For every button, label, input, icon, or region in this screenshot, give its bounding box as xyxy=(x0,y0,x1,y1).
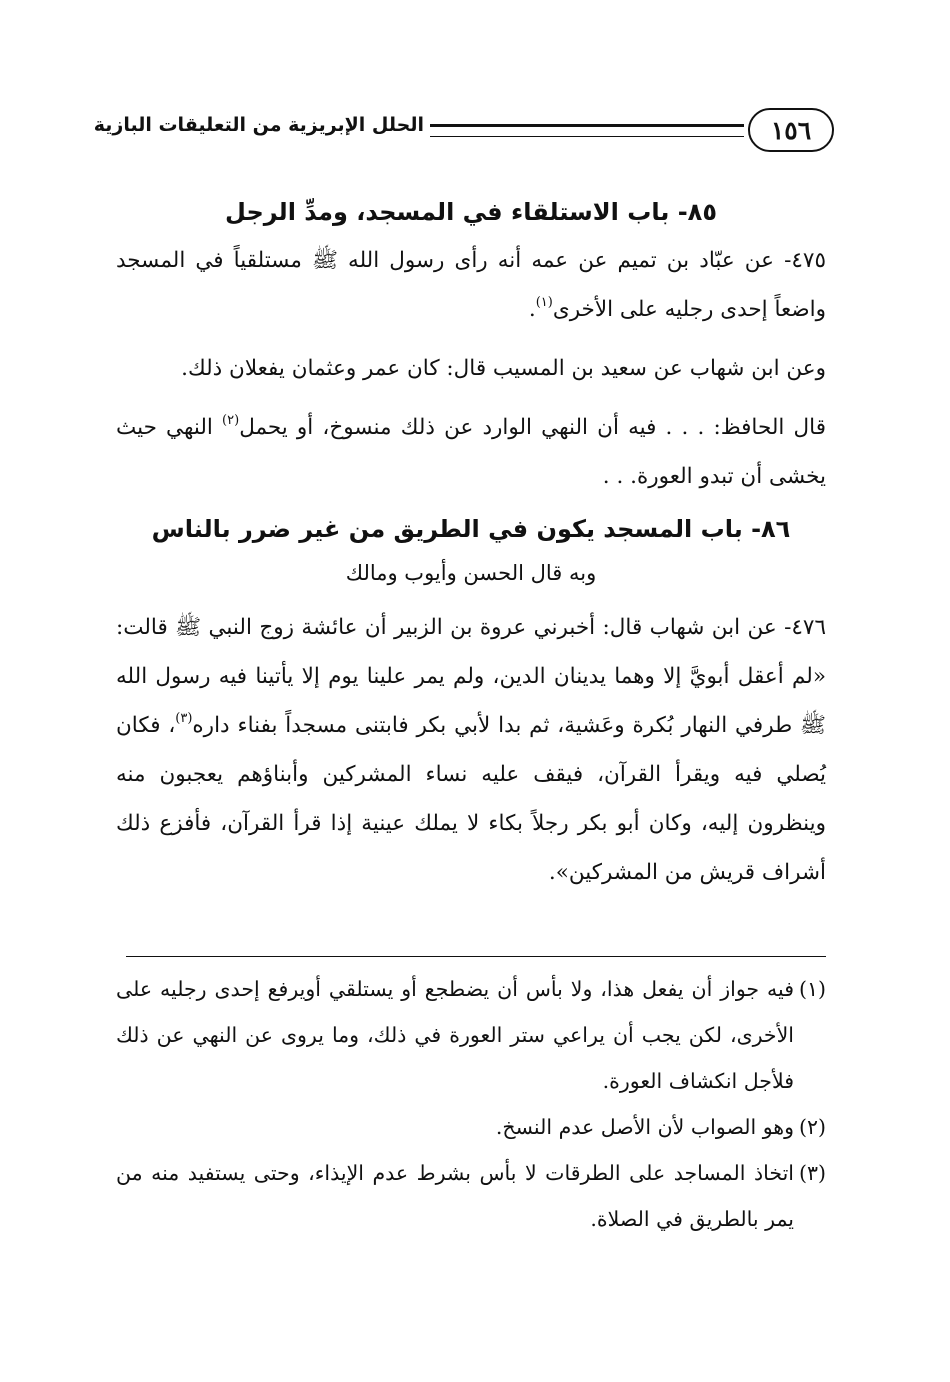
hadith-476-text-a: ٤٧٦- عن ابن شهاب قال: أخبرني عروة بن الزبير أن عائشة زوج النبي ﷺ قالت: «لم أعقل أبويَّ إلا وهما يدينان الدين، ولم يمر علينا يوم إلا يأتينا فيه رسول الله ﷺ طرفي النهار بُكرة وعَشية، ثم بدا لأبي بكر فابتنى مسجداً بفناء داره xyxy=(116,615,826,738)
chapter-86-subtitle: وبه قال الحسن وأيوب ومالك xyxy=(345,561,597,585)
hadith-476 xyxy=(116,603,826,897)
page-header xyxy=(93,108,834,154)
footnote-1-number: (١) xyxy=(798,977,826,1001)
running-title: الحلل الإبريزية من التعليقات البازية xyxy=(93,114,424,136)
footnote-ref-3: (٣) xyxy=(175,711,193,726)
footnotes xyxy=(116,966,826,1242)
footnote-3 xyxy=(116,1150,826,1242)
footnote-2-text: وهو الصواب لأن الأصل عدم النسخ. xyxy=(495,1115,794,1139)
header-rule xyxy=(430,124,744,137)
footnote-ref-2: (٢) xyxy=(222,413,240,428)
narration-paragraph: وعن ابن شهاب عن سعيد بن المسيب قال: كان عمر وعثمان يفعلان ذلك. xyxy=(181,356,826,381)
hafiz-comment-b: النهي حيث يخشى أن تبدو العورة. . . xyxy=(116,415,826,489)
hafiz-comment xyxy=(116,403,826,501)
chapter-86-heading: ٨٦- باب المسجد يكون في الطريق من غير ضرر بالناس xyxy=(151,515,791,543)
hadith-475 xyxy=(116,236,826,334)
footnote-2 xyxy=(116,1104,826,1150)
footnote-ref-1: (١) xyxy=(535,295,553,310)
hadith-476-text-b: ، فكان يُصلي فيه ويقرأ القرآن، فيقف عليه نساء المشركين وأبناؤهم يعجبون منه وينظرون إليه، وكان أبو بكر رجلاً بكاء لا يملك عينية إذا قرأ القرآن، فأفزع ذلك أشراف قريش من المشركين». xyxy=(116,713,826,885)
hafiz-comment-a: قال الحافظ: . . . فيه أن النهي الوارد عن ذلك منسوخ، أو يحمل xyxy=(239,415,826,440)
footnote-separator xyxy=(126,956,826,957)
hadith-475-end: . xyxy=(528,297,536,322)
chapter-85-heading: ٨٥- باب الاستلقاء في المسجد، ومدِّ الرجل xyxy=(225,198,717,226)
footnote-1-text: فيه جواز أن يفعل هذا، ولا بأس أن يضطجع أو يستلقي أويرفع إحدى رجليه على الأخرى، لكن يجب أن يراعي ستر العورة في ذلك، وما يروى عن النهي عن ذلك فلأجل انكشاف العورة. xyxy=(116,977,794,1093)
hadith-475-text: ٤٧٥- عن عبّاد بن تميم عن عمه أنه رأى رسول الله ﷺ مستلقياً في المسجد واضعاً إحدى رجليه على الأخرى xyxy=(116,248,826,322)
page-number: ١٥٦ xyxy=(748,108,834,152)
footnote-2-number: (٢) xyxy=(798,1115,826,1139)
main-text xyxy=(116,188,826,897)
footnote-1 xyxy=(116,966,826,1104)
footnote-3-text: اتخاذ المساجد على الطرقات لا بأس بشرط عدم الإيذاء، وحتى يستفيد منه من يمر بالطريق في الصلاة. xyxy=(116,1161,794,1231)
footnote-3-number: (٣) xyxy=(798,1161,826,1185)
